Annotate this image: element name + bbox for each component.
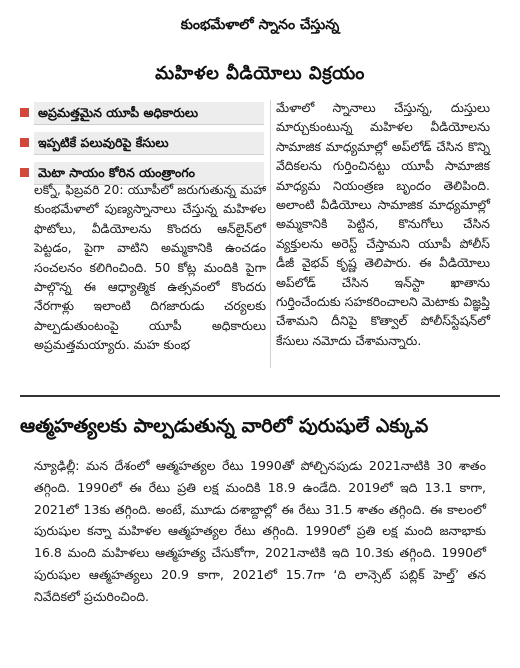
- square-bullet-icon: [20, 138, 29, 147]
- bullet-text: ఇప్పటికే పలువురిపై కేసులు: [38, 135, 169, 150]
- square-bullet-icon: [20, 108, 29, 117]
- bullet-text: అప్రమత్తమైన యూపీ అధికారులు: [38, 105, 199, 120]
- story1-bullet-list: [34, 102, 264, 192]
- story1-headline-line1: కుంభమేళాలో స్నానం చేస్తున్న: [180, 17, 340, 33]
- bullet-item: [34, 102, 264, 125]
- story2-headline: ఆత్మహత్యలకు పాల్పడుతున్న వారిలో పురుషులే ఎక్కువ: [20, 415, 429, 437]
- square-bullet-icon: [20, 168, 29, 177]
- story1-headline-line2: మహిళల వీడియోలు విక్రయం: [155, 63, 365, 84]
- bullet-item: [34, 132, 264, 155]
- story2-body: న్యూఢిల్లీ: మన దేశంలో ఆత్మహత్యల రేటు 1990తో పోల్చినపుడు 2021నాటికి 30 శాతం తగ్గింది. 1990లో ఈ రేటు ప్రతి లక్ష మందికి 18.9 ఉండేది. 2019లో ఇది 13.1 కాగా, 2021లో 13కు తగ్గింది. అంటే, మూడు దశాబ్దాల్లో ఈ రేటు 31.5 శాతం తగ్గింది. ఈ కాలంలో పురుషుల కన్నా మహిళల ఆత్మహత్యల రేటు తగ్గింది. 1990లో ప్రతి లక్ష మంది జనాభాకు 16.8 మంది మహిళలు ఆత్మహత్య చేసుకోగా, 2021నాటికి ఇది 10.3కు తగ్గింది. 1990లో పురుషుల ఆత్మహత్యలు 20.9 కాగా, 2021లో 15.7గా ‘ది లాన్సెట్ పబ్లిక్ హెల్త్’ తన నివేదికలో ప్రచురించింది.: [34, 458, 486, 604]
- column-divider: [270, 100, 271, 368]
- story1-body-left-column: లక్నో, ఫిబ్రవరి 20: యూపీలో జరుగుతున్న మహా కుంభమేళాలో పుణ్యస్నానాలు చేస్తున్న మహిళల ఫొటోలు, వీడియోలను కొందరు ఆన్‌లైన్‌లో పెట్టడం, పైగా వాటిని అమ్మకానికి ఉంచడం సంచలనం కలిగించింది. 50 కోట్ల మందికి పైగా పాల్గొన్న ఈ ఆధ్యాత్మిక ఉత్సవంలో కొందరు నేరగాళ్లు ఇలాంటి దిగజారుడు చర్యలకు పాల్పడుతుంటంపై యూపీ అధికారులు అప్రమత్తమయ్యారు. మహ కుంభ: [34, 182, 266, 353]
- story-divider: [20, 395, 500, 397]
- bullet-text: మెటా సాయం కోరిన యంత్రాంగం: [38, 165, 195, 180]
- story1-body-right-column: మేళాలో స్నానాలు చేస్తున్న, దుస్తులు మార్చుకుంటున్న మహిళల వీడియోలను సామాజిక మాధ్యమాల్లో అప్‌లోడ్ చేసిన కొన్ని వేదికలను గుర్తించినట్టు యూపీ సామాజిక మాధ్యమ నియంత్రణ బృందం తెలిపింది. అలాంటి వీడియోలు సామాజిక మాధ్యమాల్లో అమ్మకానికి పెట్టిన, కొనుగోలు చేసిన వ్యక్తులను అరెస్ట్ చేస్తామని యూపీ పోలీస్ డీజీ వైభవ్ కృష్ణ తెలిపారు. ఈ వీడియోలు అప్‌లోడ్ చేసిన ఇన్‌స్టా ఖాతాను గుర్తించేందుకు సహకరించాలని మెటాకు విజ్ఞప్తి చేశామని దీనిపై కొత్వాల్ పోలీస్‌స్టేషన్‌లో కేసులు నమోదు చేశామన్నారు.: [276, 100, 490, 348]
